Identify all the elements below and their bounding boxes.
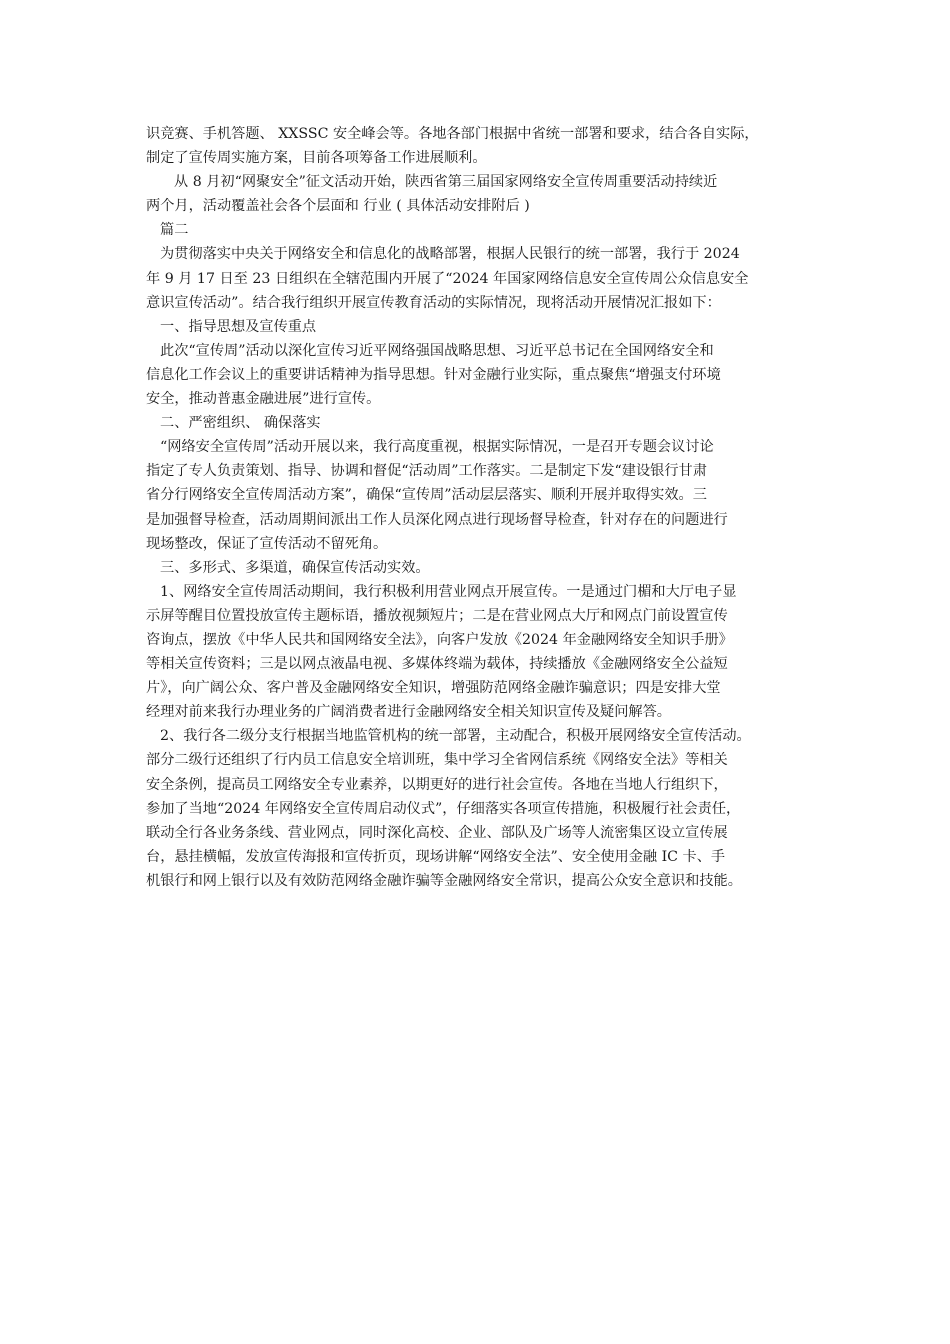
text-line: 三、多形式、多渠道，确保宣传活动实效。 [160, 559, 430, 576]
text-line: 2、我行各二级分支行根据当地监管机构的统一部署，主动配合，积极开展网络安全宣传活动。 [160, 728, 751, 745]
text-line: 现场整改，保证了宣传活动不留死角。 [146, 535, 388, 552]
text-line: 安全，推动普惠金融进展”进行宣传。 [146, 391, 381, 408]
text-line: “网络安全宣传周”活动开展以来，我行高度重视，根据实际情况，一是召开专题会议讨论 [160, 439, 714, 456]
text-line: 是加强督导检查，活动周期间派出工作人员深化网点进行现场督导检查，针对存在的问题进行 [146, 511, 728, 528]
text-line: 机银行和网上银行以及有效防范网络金融诈骗等金融网络安全常识，提高公众安全意识和技能。 [146, 872, 742, 889]
text-line: 年 9 月 17 日至 23 日组织在全辖范围内开展了“2024 年国家网络信息安全宣传周公众信息安全 [146, 270, 749, 287]
text-line: 参加了当地“2024 年网络安全宣传周启动仪式”，仔细落实各项宣传措施，积极履行社会责任， [146, 800, 741, 817]
text-line: 意识宣传活动”。结合我行组织开展宣传教育活动的实际情况，现将活动开展情况汇报如下： [146, 294, 721, 311]
text-line: 指定了专人负责策划、指导、协调和督促“活动周”工作落实。二是制定下发“建设银行甘肃 [146, 463, 707, 480]
text-line: 从 8 月初“网聚安全”征文活动开始，陕西省第三届国家网络安全宣传周重要活动持续近 [174, 174, 718, 191]
text-line: 等相关宣传资料；三是以网点液晶电视、多媒体终端为载体，持续播放《金融网络安全公益短 [146, 656, 728, 673]
text-line: 省分行网络安全宣传周活动方案”，确保“宣传周”活动层层落实、顺利开展并取得实效。三 [146, 487, 707, 504]
document-body [146, 122, 826, 893]
text-line: 联动全行各业务条线、营业网点，同时深化高校、企业、部队及广场等人流密集区设立宣传展 [146, 824, 728, 841]
text-line: 两个月，活动覆盖社会各个层面和 行业 ( 具体活动安排附后 ) [146, 198, 530, 215]
text-line: 信息化工作会议上的重要讲话精神为指导思想。针对金融行业实际，重点聚焦“增强支付环境 [146, 366, 721, 383]
text-line: 安全条例，提高员工网络安全专业素养，以期更好的进行社会宣传。各地在当地人行组织下， [146, 776, 728, 793]
text-line: 片》，向广阔公众、客户普及金融网络安全知识，增强防范网络金融诈骗意识；四是安排大堂 [146, 680, 721, 697]
text-line: 1、网络安全宣传周活动期间，我行积极利用营业网点开展宣传。一是通过门楣和大厅电子显 [160, 583, 737, 600]
text-line: 为贯彻落实中央关于网络安全和信息化的战略部署，根据人民银行的统一部署，我行于 2024 [160, 246, 740, 263]
text-line: 此次“宣传周”活动以深化宣传习近平网络强国战略思想、习近平总书记在全国网络安全和 [160, 342, 714, 359]
text-line: 示屏等醒目位置投放宣传主题标语，播放视频短片；二是在营业网点大厅和网点门前设置宣传 [146, 607, 728, 624]
text-line: 咨询点，摆放《中华人民共和国网络安全法》，向客户发放《2024 年金融网络安全知识手册》 [146, 631, 733, 648]
text-line: 一、指导思想及宣传重点 [160, 318, 317, 335]
text-line: 制定了宣传周实施方案，目前各项筹备工作进展顺利。 [146, 150, 487, 167]
text-line: 篇二 [160, 222, 189, 239]
text-line: 部分二级行还组织了行内员工信息安全培训班，集中学习全省网信系统《网络安全法》等相关 [146, 752, 728, 769]
text-line: 二、严密组织、 确保落实 [160, 415, 321, 432]
text-line: 识竞赛、手机答题、 XXSSC 安全峰会等。各地各部门根据中省统一部署和要求，结合各自实际， [146, 126, 759, 142]
text-line: 经理对前来我行办理业务的广阔消费者进行金融网络安全相关知识宣传及疑问解答。 [146, 704, 671, 721]
text-line: 台，悬挂横幅，发放宣传海报和宣传折页，现场讲解“网络安全法”、安全使用金融 IC 卡、手 [146, 848, 726, 865]
